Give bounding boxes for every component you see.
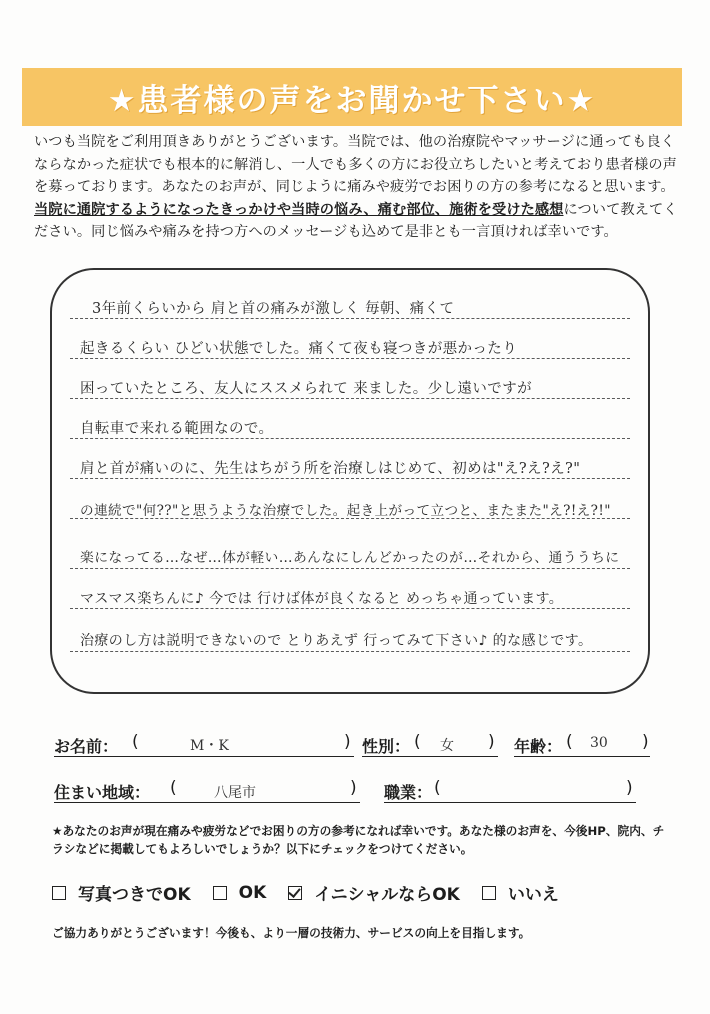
handwritten-line: 楽になってる…なぜ…体が軽い…あんなにしんどかったのが…それから、通ううちに xyxy=(80,550,620,566)
job-underline xyxy=(384,802,636,803)
option-no[interactable] xyxy=(482,880,559,905)
intro-part-1: いつも当院をご利用頂きありがとうございます。当院では、他の治療院やマッサージに通っても良くならなかった症状でも根本的に解消し、一人でも多くの方にお役立ちしたいと考えており患者様の声を募っております。あなたのお声が、同じように痛みや疲労でお困りの方の参考になると思います。 xyxy=(34,134,677,196)
age-underline xyxy=(514,756,650,757)
footer-text: ご協力ありがとうございます！今後も、より一層の技術力、サービスの向上を目指します。 xyxy=(52,926,531,940)
area-underline xyxy=(54,802,360,803)
name-underline xyxy=(54,756,354,757)
area-value: 八尾市 xyxy=(214,785,256,801)
handwritten-line: 自転車で来れる範囲なので。 xyxy=(80,421,274,437)
close-paren: ) xyxy=(350,778,357,798)
ruled-line xyxy=(70,568,630,569)
close-paren: ) xyxy=(488,732,495,752)
close-paren: ) xyxy=(626,778,633,798)
consent-options xyxy=(52,880,581,905)
checkbox[interactable] xyxy=(213,886,227,900)
option-label: 写真つきでOK xyxy=(78,885,191,905)
option-photo-ok[interactable] xyxy=(52,880,191,905)
handwritten-line: 3年前くらいから 肩と首の痛みが激しく 毎朝、痛くて xyxy=(92,301,455,317)
checkbox-checked[interactable] xyxy=(288,886,302,900)
handwritten-line: 治療のし方は説明できないので とりあえず 行ってみて下さい♪ 的な感じです。 xyxy=(80,633,593,649)
name-value: M・K xyxy=(190,738,229,754)
option-label: いいえ xyxy=(507,885,559,905)
open-paren: ( xyxy=(566,732,573,752)
handwritten-line: 肩と首が痛いのに、先生はちがう所を治療しはじめて、初めは"え?え?え?" xyxy=(80,461,581,477)
consent-note: ★あなたのお声が現在痛みや疲労などでお困りの方の参考になれば幸いです。あなた様のお声を、今後HP、院内、チラシなどに掲載してもよろしいでしょうか？以下にチェックをつけてください。 xyxy=(52,824,665,856)
area-label: 住まい地域： xyxy=(54,783,151,802)
name-label: お名前： xyxy=(54,737,119,756)
gender-underline xyxy=(362,756,498,757)
age-label: 年齢： xyxy=(514,737,563,756)
title-banner xyxy=(22,68,682,126)
open-paren: ( xyxy=(132,732,139,752)
open-paren: ( xyxy=(170,778,177,798)
close-paren: ) xyxy=(642,732,649,752)
checkbox[interactable] xyxy=(52,886,66,900)
handwritten-line: マスマス楽ちんに♪ 今では 行けば体が良くなると めっちゃ通っています。 xyxy=(80,591,564,607)
open-paren: ( xyxy=(414,732,421,752)
job-label: 職業： xyxy=(384,783,433,802)
ruled-line xyxy=(70,398,630,399)
ruled-line xyxy=(70,478,630,479)
gender-label: 性別： xyxy=(362,737,411,756)
ruled-line xyxy=(70,438,630,439)
close-paren: ) xyxy=(344,732,351,752)
ruled-line xyxy=(70,651,630,652)
handwritten-line: 起きるくらい ひどい状態でした。痛くて夜も寝つきが悪かったり xyxy=(80,341,518,357)
intro-emphasis: 当院に通院するようになったきっかけや当時の悩み、痛む部位、施術を受けた感想 xyxy=(34,201,564,218)
intro-part-2: について教えてください。同じ悩みや痛みを持つ方へのメッセージも込めて是非とも一言頂ければ幸いです。 xyxy=(34,201,678,241)
option-label: OK xyxy=(238,882,267,903)
handwritten-line: の連続で"何??"と思うような治療でした。起き上がって立つと、またまた"え?!え?!" xyxy=(80,503,611,519)
ruled-line xyxy=(70,318,630,319)
option-initial-ok[interactable] xyxy=(288,880,460,905)
ruled-line xyxy=(70,608,630,609)
open-paren: ( xyxy=(434,778,441,798)
gender-value: 女 xyxy=(440,738,454,754)
page-title: ★患者様の声をお聞かせ下さい★ xyxy=(107,82,597,119)
handwritten-line: 困っていたところ、友人にススメられて 来ました。少し遠いですが xyxy=(80,381,533,397)
checkbox[interactable] xyxy=(482,886,496,900)
intro-text xyxy=(34,131,684,244)
option-label: イニシャルならOK xyxy=(314,885,460,905)
age-value: 30 xyxy=(590,735,608,751)
option-ok[interactable] xyxy=(213,883,267,903)
ruled-line xyxy=(70,358,630,359)
